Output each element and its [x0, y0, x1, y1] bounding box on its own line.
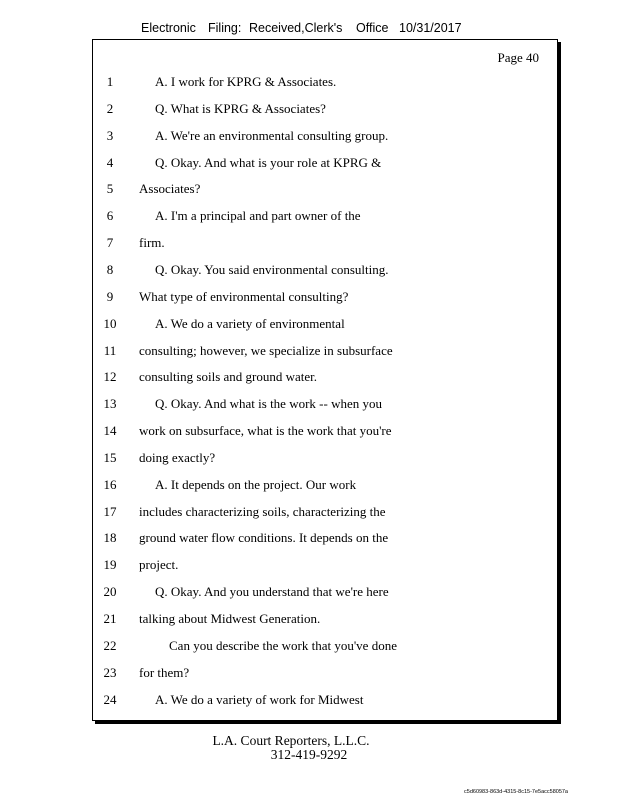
document-hash: c5d60983-863d-4315-8c15-7e5acc58057a [464, 789, 568, 795]
transcript-line [93, 155, 557, 181]
line-text: Q. Okay. You said environmental consulting. [155, 261, 389, 277]
line-number: 2 [106, 100, 114, 116]
transcript-line [93, 369, 557, 395]
transcript-line [93, 557, 557, 583]
line-number: 13 [103, 396, 117, 412]
transcript-line [93, 181, 557, 207]
line-text: What type of environmental consulting? [139, 288, 349, 304]
transcript-line [93, 638, 557, 664]
filing-header [0, 19, 618, 39]
transcript-line [93, 289, 557, 315]
footer-phone: 312-419-9292 [270, 747, 348, 762]
line-number: 3 [106, 127, 114, 143]
filing-header-received: Received,Clerk's [249, 21, 343, 35]
transcript-line [93, 128, 557, 154]
filing-header-electronic: Electronic [141, 21, 196, 35]
line-text: Associates? [139, 181, 201, 197]
transcript-line [93, 530, 557, 556]
line-number: 19 [103, 557, 117, 573]
line-number: 9 [106, 288, 114, 304]
line-text: Can you describe the work that you've done [169, 637, 397, 653]
transcript-line [93, 316, 557, 342]
line-text: doing exactly? [139, 449, 216, 465]
filing-header-filing: Filing: [208, 21, 242, 35]
transcript-line [93, 665, 557, 691]
page-number: Page 40 [497, 50, 539, 65]
line-number: 20 [103, 584, 117, 600]
line-number: 15 [103, 449, 117, 465]
line-text: includes characterizing soils, characterizing the [139, 503, 386, 519]
line-text: consulting soils and ground water. [139, 369, 318, 385]
line-number: 7 [106, 235, 114, 251]
filing-header-date: 10/31/2017 [399, 21, 462, 35]
line-number: 1 [106, 74, 114, 89]
line-text: ground water flow conditions. It depends on the [139, 530, 389, 546]
line-text: A. We do a variety of environmental [155, 315, 345, 331]
transcript-line [93, 262, 557, 288]
line-number: 14 [103, 423, 117, 439]
transcript-line [93, 101, 557, 127]
line-text: project. [139, 557, 179, 573]
line-number: 18 [103, 530, 117, 546]
line-text: firm. [139, 235, 165, 251]
transcript-line [93, 396, 557, 422]
transcript-line [93, 74, 557, 100]
transcript-line [93, 208, 557, 234]
line-text: consulting; however, we specialize in subsurface [139, 342, 393, 358]
line-text: Q. What is KPRG & Associates? [155, 100, 326, 116]
line-text: Q. Okay. And what is the work -- when you [155, 396, 382, 412]
line-number: 23 [103, 664, 117, 680]
transcript-line [93, 611, 557, 637]
line-text: A. I'm a principal and part owner of the [155, 208, 361, 224]
transcript-page [92, 39, 558, 721]
line-number: 11 [103, 342, 117, 358]
line-number: 24 [103, 691, 117, 707]
line-number: 8 [106, 261, 114, 277]
line-text: talking about Midwest Generation. [139, 611, 321, 626]
transcript-line [93, 692, 557, 718]
transcript-line [93, 343, 557, 369]
line-text: Q. Okay. And what is your role at KPRG & [155, 154, 382, 170]
transcript-line [93, 450, 557, 476]
line-text: A. It depends on the project. Our work [155, 476, 357, 492]
line-text: A. We're an environmental consulting group. [155, 127, 389, 143]
line-text: A. We do a variety of work for Midwest [155, 691, 364, 707]
line-text: A. I work for KPRG & Associates. [155, 74, 337, 89]
transcript-line [93, 584, 557, 610]
line-text: work on subsurface, what is the work that you're [139, 423, 392, 439]
line-text: Q. Okay. And you understand that we're here [155, 584, 389, 600]
line-number: 16 [103, 476, 117, 492]
line-number: 4 [106, 154, 114, 170]
transcript-line [93, 504, 557, 530]
line-number: 10 [103, 315, 117, 331]
transcript-line [93, 477, 557, 503]
line-number: 22 [103, 637, 117, 653]
line-number: 5 [106, 181, 114, 197]
line-number: 6 [106, 208, 114, 224]
footer-company: L.A. Court Reporters, L.L.C. [212, 733, 370, 748]
line-number: 21 [103, 611, 117, 626]
transcript-line [93, 423, 557, 449]
line-number: 17 [103, 503, 117, 519]
filing-header-office: Office [356, 21, 389, 35]
line-number: 12 [103, 369, 117, 385]
line-text: for them? [139, 664, 190, 680]
transcript-line [93, 235, 557, 261]
